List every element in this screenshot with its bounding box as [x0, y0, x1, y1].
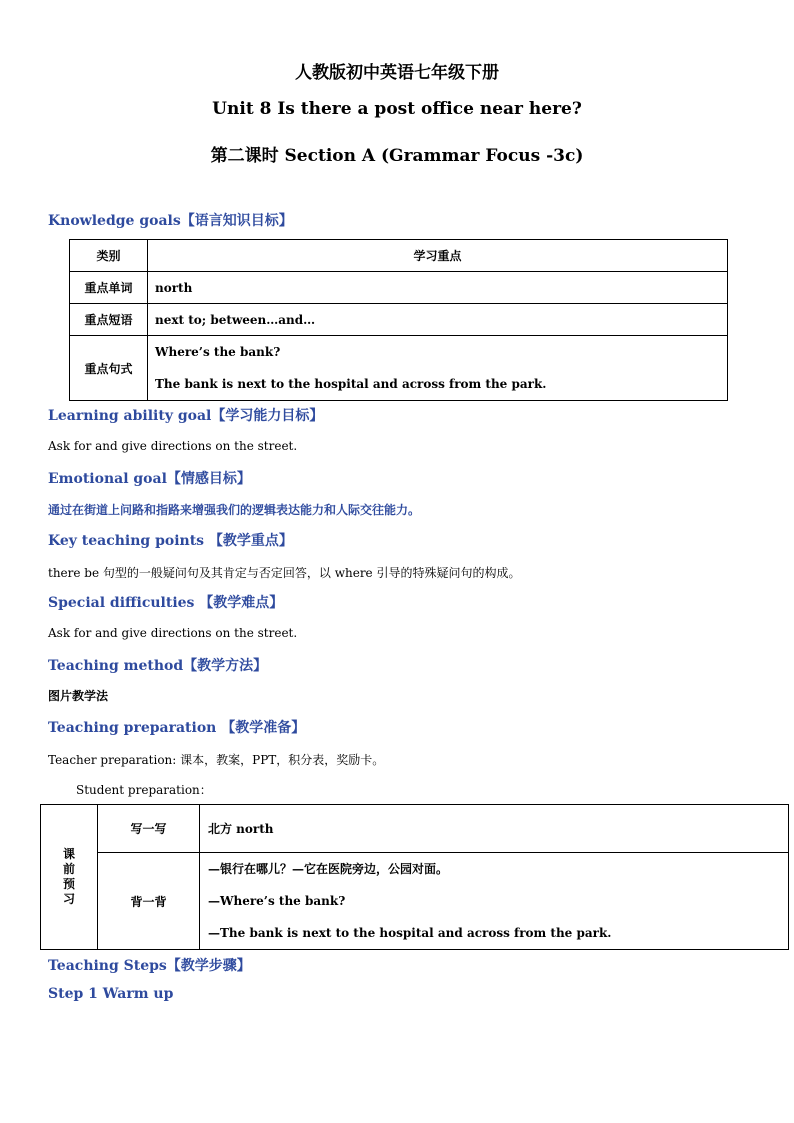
- method-heading: Teaching method【教学方法】: [48, 658, 268, 674]
- write-label: 写一写: [98, 805, 200, 853]
- table-row: [41, 805, 789, 853]
- learning-goal-heading: Learning ability goal【学习能力目标】: [48, 408, 324, 424]
- recite-line: —The bank is next to the hospital and across from the park.: [208, 926, 612, 940]
- row-content: next to; between…and…: [148, 304, 728, 336]
- table-row: [41, 853, 789, 950]
- lesson-title: 第二课时 Section A (Grammar Focus -3c): [210, 146, 584, 166]
- sentence-line: The bank is next to the hospital and across from the park.: [155, 377, 547, 391]
- teaching-steps-heading: Teaching Steps【教学步骤】: [48, 958, 251, 974]
- difficulties-text: Ask for and give directions on the street.: [48, 626, 298, 640]
- recite-content: [200, 853, 789, 950]
- table-row: [70, 336, 728, 401]
- table-row: [70, 272, 728, 304]
- recite-line: —Where’s the bank?: [208, 894, 346, 908]
- student-preparation: Student preparation：: [76, 783, 212, 797]
- preparation-heading: Teaching preparation 【教学准备】: [48, 720, 306, 736]
- method-text: 图片教学法: [48, 689, 109, 703]
- key-points-text: there be 句型的一般疑问句及其肯定与否定回答，以 where 引导的特殊疑问句的构成。: [48, 566, 521, 580]
- row-category: 重点短语: [70, 304, 148, 336]
- difficulties-heading: Special difficulties 【教学难点】: [48, 595, 284, 611]
- row-category: 重点句式: [70, 336, 148, 401]
- row-content: [148, 336, 728, 401]
- recite-line: —银行在哪儿？—它在医院旁边，公园对面。: [208, 862, 449, 876]
- header-focus: 学习重点: [148, 240, 728, 272]
- emotional-goal-text: 通过在街道上问路和指路来增强我们的逻辑表达能力和人际交往能力。: [48, 503, 421, 517]
- document-title: 人教版初中英语七年级下册: [295, 63, 499, 83]
- key-points-heading: Key teaching points 【教学重点】: [48, 533, 293, 549]
- table-row: [70, 304, 728, 336]
- teacher-preparation: Teacher preparation: 课本，教案，PPT，积分表，奖励卡。: [48, 753, 385, 767]
- row-content: north: [148, 272, 728, 304]
- emotional-goal-heading: Emotional goal【情感目标】: [48, 471, 251, 487]
- recite-label: 背一背: [98, 853, 200, 950]
- knowledge-goals-heading: Knowledge goals【语言知识目标】: [48, 213, 293, 229]
- sentence-line: Where’s the bank?: [155, 345, 281, 359]
- table-header-row: [70, 240, 728, 272]
- write-content: 北方 north: [200, 805, 789, 853]
- row-category: 重点单词: [70, 272, 148, 304]
- unit-title: Unit 8 Is there a post office near here?: [212, 99, 582, 119]
- preview-side-label: 课 前 预 习: [41, 805, 98, 950]
- preview-table: [40, 804, 789, 950]
- step-1-heading: Step 1 Warm up: [48, 986, 174, 1002]
- learning-goal-text: Ask for and give directions on the street.: [48, 439, 298, 453]
- header-category: 类别: [70, 240, 148, 272]
- knowledge-table: [69, 239, 728, 401]
